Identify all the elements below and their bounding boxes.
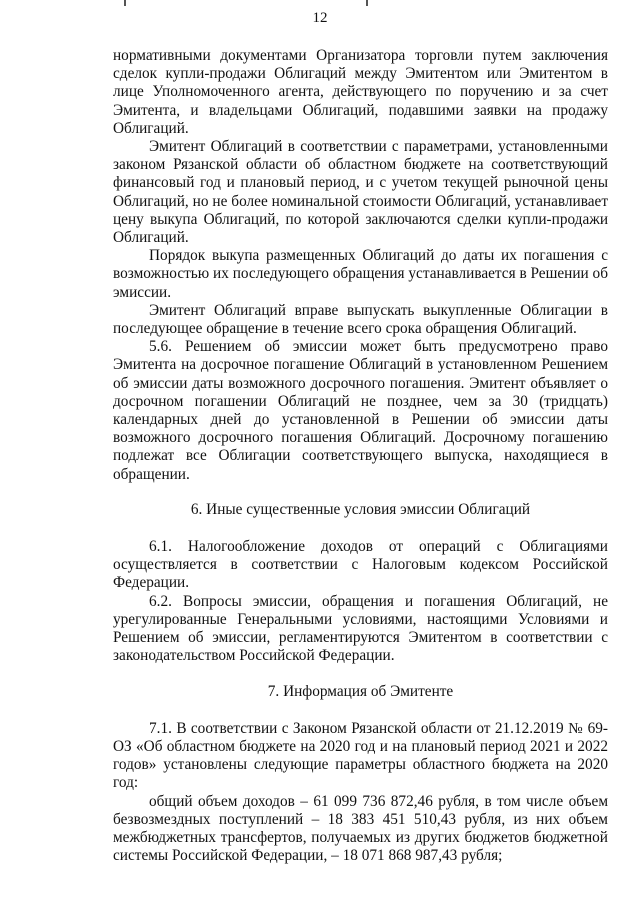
scan-artifact [124,0,126,6]
paragraph: общий объем доходов – 61 099 736 872,46 рубля, в том числе объем безвозмездных поступлений – 18 383 451 510,43 рубля, из них объем межбюджетных трансфертов, получаемых из других бюджетов бюджетной системы Российской Федерации, – 18 071 868 987,43 рубля; [113,792,608,865]
document-body [113,47,608,865]
section-heading-7: 7. Информация об Эмитенте [267,682,454,700]
paragraph: 7.1. В соответствии с Законом Рязанской области от 21.12.2019 № 69-ОЗ «Об областном бюджете на 2020 год и на плановый период 2021 и 2022 годов» установлены следующие параметры областного бюджета на 2020 год: [113,719,608,792]
paragraph: нормативными документами Организатора торговли путем заключения сделок купли-продажи Облигаций между Эмитентом или Эмитентом в лице Уполномоченного агента, действующего по поручению и за счет Эмитента, и владельцами Облигаций, подавшими заявки на продажу Облигаций. [113,47,608,137]
page-number: 12 [312,10,328,26]
scan-artifact [366,0,368,6]
paragraph: Эмитент Облигаций вправе выпускать выкупленные Облигации в последующее обращение в течение всего срока обращения Облигаций. [113,301,608,338]
paragraph: Порядок выкупа размещенных Облигаций до даты их погашения с возможностью их последующего обращения устанавливается в Решении об эмиссии. [113,247,608,301]
paragraph: Эмитент Облигаций в соответствии с параметрами, установленными законом Рязанской области об областном бюджете на соответствующий финансовый год и плановый период, и с учетом текущей рыночной цены Облигаций, но не более номинальной стоимости Облигаций, устанавливает цену выкупа Облигаций, по которой заключаются сделки купли-продажи Облигаций. [113,138,608,247]
section-heading-6: 6. Иные существенные условия эмиссии Облигаций [190,500,531,518]
paragraph: 6.2. Вопросы эмиссии, обращения и погашения Облигаций, не урегулированные Генеральными условиями, настоящими Условиями и Решением об эмиссии, регламентируются Эмитентом в соответствии с законодательством Российской Федерации. [113,592,608,665]
paragraph: 5.6. Решением об эмиссии может быть предусмотрено право Эмитента на досрочное погашение Облигаций в установленном Решением об эмиссии даты возможного досрочного погашения. Эмитент объявляет о досрочном погашении Облигаций не позднее, чем за 30 (тридцать) календарных дней до установленной в Решении об эмиссии даты возможного досрочного погашения Облигаций. Досрочному погашению подлежат все Облигации соответствующего выпуска, находящиеся в обращении. [113,338,608,483]
paragraph: 6.1. Налогообложение доходов от операций с Облигациями осуществляется в соответствии с Налоговым кодексом Российской Федерации. [113,538,608,592]
